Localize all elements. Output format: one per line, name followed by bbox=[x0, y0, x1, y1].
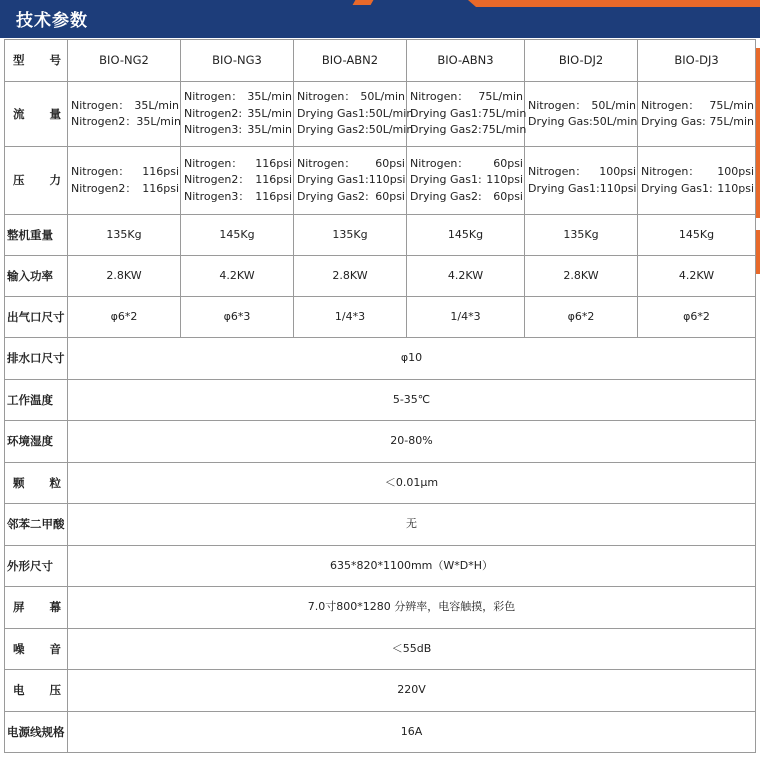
row-label-text bbox=[7, 599, 67, 616]
row-label-text: 工作温度 bbox=[7, 392, 53, 407]
spec-cell-line bbox=[68, 164, 180, 181]
gas-name: Drying Gas2: bbox=[297, 123, 369, 137]
spec-cell bbox=[68, 147, 181, 215]
gas-name: Drying Gas1: bbox=[528, 181, 600, 195]
gas-value: 35L/min bbox=[136, 115, 181, 128]
header-accent-slant bbox=[468, 0, 476, 7]
row-label-text bbox=[7, 682, 67, 699]
row-label bbox=[5, 256, 68, 297]
gas-value: 50L/min bbox=[591, 98, 636, 112]
gas-value: 50L/min bbox=[368, 123, 414, 137]
spec-cell bbox=[407, 147, 525, 215]
spec-cell-line bbox=[294, 189, 406, 206]
gas-name: Nitrogen： bbox=[297, 90, 356, 104]
page-title: 技术参数 bbox=[16, 11, 88, 31]
gas-name: Drying Gas: bbox=[641, 115, 706, 128]
gas-value: 110psi bbox=[368, 173, 406, 187]
spec-cell-line bbox=[181, 122, 293, 139]
gas-name: Drying Gas1: bbox=[641, 181, 713, 195]
spec-value-cell: 135Kg bbox=[525, 215, 638, 256]
spec-value-cell: φ6*2 bbox=[525, 297, 638, 338]
spec-table bbox=[4, 39, 756, 753]
spec-cell bbox=[638, 147, 756, 215]
shared-value-cell: 无 bbox=[68, 504, 756, 546]
shared-value-cell: 20-80% bbox=[68, 421, 756, 463]
row-label-char: 颗 bbox=[13, 475, 25, 490]
gas-name: Nitrogen： bbox=[71, 165, 130, 178]
table-row-shared bbox=[5, 587, 756, 629]
gas-name: Drying Gas1: bbox=[410, 106, 482, 120]
table-row-shared bbox=[5, 462, 756, 504]
spec-cell-line bbox=[407, 189, 524, 206]
gas-value: 75L/min bbox=[709, 115, 754, 128]
gas-value: 110psi bbox=[599, 181, 637, 195]
spec-cell bbox=[407, 82, 525, 147]
model-header-cell: BIO-ABN2 bbox=[294, 40, 407, 82]
spec-cell-line bbox=[525, 181, 637, 198]
gas-value: 110psi bbox=[486, 173, 523, 187]
table-row-shared bbox=[5, 670, 756, 712]
gas-name: Nitrogen2： bbox=[71, 181, 137, 195]
spec-cell-line bbox=[68, 98, 180, 115]
shared-value-cell: 220V bbox=[68, 670, 756, 712]
spec-cell bbox=[525, 147, 638, 215]
header-banner bbox=[0, 0, 760, 38]
gas-value: 50L/min bbox=[360, 90, 405, 104]
gas-value: 75L/min bbox=[709, 98, 754, 112]
gas-name: Nitrogen2: bbox=[184, 106, 243, 120]
spec-cell bbox=[68, 82, 181, 147]
side-accent-top bbox=[756, 48, 760, 218]
row-label-text: 排水口尺寸 bbox=[7, 351, 65, 365]
gas-name: Nitrogen： bbox=[528, 98, 587, 112]
row-label bbox=[5, 504, 68, 546]
spec-cell bbox=[638, 82, 756, 147]
gas-value: 35L/min bbox=[247, 90, 292, 104]
gas-value: 75L/min bbox=[481, 123, 527, 137]
model-header-cell: BIO-DJ2 bbox=[525, 40, 638, 82]
gas-value: 60psi bbox=[375, 156, 405, 170]
spec-cell-line bbox=[407, 89, 524, 106]
gas-name: Drying Gas2: bbox=[297, 189, 369, 203]
spec-cell-line bbox=[638, 114, 755, 131]
table-row-shared bbox=[5, 379, 756, 421]
row-label bbox=[5, 40, 68, 82]
spec-cell-line bbox=[294, 172, 406, 189]
gas-value: 35L/min bbox=[247, 123, 292, 137]
gas-name: Nitrogen： bbox=[184, 156, 243, 170]
row-label-char: 号 bbox=[49, 53, 61, 68]
header-accent-slash bbox=[353, 0, 374, 5]
gas-value: 116psi bbox=[142, 165, 179, 178]
gas-value: 110psi bbox=[717, 181, 754, 195]
model-header-cell: BIO-ABN3 bbox=[407, 40, 525, 82]
table-row-shared bbox=[5, 711, 756, 753]
spec-value-cell: 145Kg bbox=[181, 215, 294, 256]
table-row-shared bbox=[5, 504, 756, 546]
spec-cell-line bbox=[525, 114, 637, 131]
spec-value-cell: φ6*3 bbox=[181, 297, 294, 338]
table-row-weight bbox=[5, 215, 756, 256]
gas-name: Nitrogen3： bbox=[184, 189, 250, 203]
gas-name: Nitrogen2： bbox=[71, 115, 137, 128]
row-label-char: 压 bbox=[49, 683, 61, 697]
header-accent-bar bbox=[476, 0, 760, 7]
gas-name: Drying Gas1: bbox=[297, 106, 369, 120]
spec-cell bbox=[294, 147, 407, 215]
row-label bbox=[5, 628, 68, 670]
gas-value: 116psi bbox=[142, 181, 179, 195]
row-label-char: 屏 bbox=[13, 600, 25, 614]
row-label-text: 环境湿度 bbox=[7, 434, 53, 448]
gas-name: Nitrogen： bbox=[71, 98, 130, 112]
gas-value: 35L/min bbox=[247, 106, 292, 120]
row-label bbox=[5, 338, 68, 380]
row-label-char: 量 bbox=[49, 106, 61, 121]
table-row-pressure bbox=[5, 147, 756, 215]
spec-value-cell: φ6*2 bbox=[68, 297, 181, 338]
spec-value-cell: 4.2KW bbox=[181, 256, 294, 297]
model-header-cell: BIO-DJ3 bbox=[638, 40, 756, 82]
row-label-text: 输入功率 bbox=[7, 268, 53, 283]
spec-value-cell: 135Kg bbox=[68, 215, 181, 256]
row-label bbox=[5, 421, 68, 463]
model-header-cell: BIO-NG3 bbox=[181, 40, 294, 82]
row-label-char: 粒 bbox=[49, 475, 61, 490]
gas-value: 50L/min bbox=[368, 106, 414, 120]
gas-name: Drying Gas: bbox=[528, 115, 593, 128]
row-label-text bbox=[7, 172, 67, 189]
row-label bbox=[5, 297, 68, 338]
spec-cell-line bbox=[407, 106, 527, 123]
spec-cell-line bbox=[294, 89, 406, 106]
row-label-char: 电 bbox=[13, 683, 25, 697]
spec-cell-line bbox=[525, 164, 637, 181]
shared-value-cell: 5-35℃ bbox=[68, 379, 756, 421]
spec-value-cell: 135Kg bbox=[294, 215, 407, 256]
gas-name: Nitrogen： bbox=[297, 156, 356, 170]
gas-name: Drying Gas2: bbox=[410, 123, 482, 137]
spec-cell-line bbox=[294, 106, 414, 123]
gas-value: 100psi bbox=[717, 165, 754, 178]
row-label-text: 整机重量 bbox=[7, 227, 53, 242]
table-row-model bbox=[5, 40, 756, 82]
spec-cell-line bbox=[294, 156, 406, 173]
shared-value-cell: φ10 bbox=[68, 338, 756, 380]
row-label bbox=[5, 545, 68, 587]
gas-name: Nitrogen： bbox=[410, 156, 469, 170]
spec-cell bbox=[181, 147, 294, 215]
side-accent-bottom bbox=[756, 230, 760, 274]
row-label-text bbox=[7, 641, 67, 658]
spec-cell-line bbox=[181, 189, 293, 206]
spec-cell-line bbox=[294, 122, 414, 139]
row-label bbox=[5, 670, 68, 712]
spec-cell-line bbox=[407, 172, 524, 189]
row-label-char: 音 bbox=[49, 641, 61, 656]
shared-value-cell: 635*820*1100mm（W*D*H） bbox=[68, 545, 756, 587]
gas-name: Drying Gas1: bbox=[297, 173, 369, 187]
row-label bbox=[5, 147, 68, 215]
row-label-text bbox=[7, 52, 67, 69]
row-label bbox=[5, 462, 68, 504]
row-label-char: 幕 bbox=[49, 600, 61, 614]
spec-cell bbox=[525, 82, 638, 147]
row-label bbox=[5, 215, 68, 256]
row-label-char: 压 bbox=[13, 173, 25, 188]
spec-cell-line bbox=[181, 89, 293, 106]
gas-name: Nitrogen2： bbox=[184, 173, 250, 187]
shared-value-cell: 16A bbox=[68, 711, 756, 753]
row-label bbox=[5, 379, 68, 421]
spec-value-cell: 1/4*3 bbox=[294, 297, 407, 338]
gas-value: 60psi bbox=[493, 156, 523, 170]
gas-value: 116psi bbox=[255, 173, 292, 187]
row-label-text: 外形尺寸 bbox=[7, 558, 53, 573]
spec-cell-line bbox=[525, 98, 637, 115]
gas-name: Nitrogen： bbox=[184, 90, 243, 104]
gas-value: 60psi bbox=[375, 189, 405, 203]
spec-cell-line bbox=[181, 172, 293, 189]
spec-cell-line bbox=[407, 122, 527, 139]
gas-name: Nitrogen： bbox=[641, 98, 700, 112]
gas-value: 75L/min bbox=[481, 106, 527, 120]
gas-value: 60psi bbox=[493, 189, 523, 203]
spec-cell-line bbox=[68, 114, 180, 131]
spec-value-cell: 4.2KW bbox=[638, 256, 756, 297]
spec-value-cell: 4.2KW bbox=[407, 256, 525, 297]
table-row-shared bbox=[5, 338, 756, 380]
spec-value-cell: 1/4*3 bbox=[407, 297, 525, 338]
table-row-shared bbox=[5, 421, 756, 463]
row-label-text: 电源线规格 bbox=[7, 724, 65, 739]
spec-cell-line bbox=[407, 156, 524, 173]
shared-value-cell: 7.0寸800*1280 分辨率，电容触摸，彩色 bbox=[68, 587, 756, 629]
gas-name: Nitrogen： bbox=[641, 165, 700, 178]
gas-value: 50L/min bbox=[592, 115, 638, 128]
gas-name: Nitrogen： bbox=[528, 165, 587, 178]
spec-cell-line bbox=[638, 164, 755, 181]
gas-value: 116psi bbox=[255, 156, 292, 170]
spec-value-cell: 145Kg bbox=[407, 215, 525, 256]
gas-value: 116psi bbox=[255, 189, 292, 203]
row-label-char: 力 bbox=[49, 173, 61, 188]
spec-value-cell: φ6*2 bbox=[638, 297, 756, 338]
row-label-text bbox=[7, 475, 67, 492]
shared-value-cell: ＜55dB bbox=[68, 628, 756, 670]
spec-cell-line bbox=[638, 181, 755, 198]
gas-value: 35L/min bbox=[134, 98, 179, 112]
row-label-text bbox=[7, 106, 67, 123]
table-row-outlet bbox=[5, 297, 756, 338]
spec-value-cell: 2.8KW bbox=[525, 256, 638, 297]
table-row-shared bbox=[5, 628, 756, 670]
row-label bbox=[5, 82, 68, 147]
table-row-power bbox=[5, 256, 756, 297]
spec-cell-line bbox=[68, 181, 180, 198]
row-label-char: 流 bbox=[13, 106, 25, 121]
row-label-text: 邻苯二甲酸 bbox=[7, 517, 65, 531]
shared-value-cell: ＜0.01μm bbox=[68, 462, 756, 504]
gas-name: Drying Gas2: bbox=[410, 189, 482, 203]
model-header-cell: BIO-NG2 bbox=[68, 40, 181, 82]
row-label bbox=[5, 587, 68, 629]
gas-name: Nitrogen： bbox=[410, 90, 469, 104]
table-row-flow bbox=[5, 82, 756, 147]
spec-cell bbox=[294, 82, 414, 147]
table-row-shared bbox=[5, 545, 756, 587]
row-label-char: 型 bbox=[13, 53, 25, 68]
spec-cell-line bbox=[638, 98, 755, 115]
row-label-text: 出气口尺寸 bbox=[7, 309, 65, 324]
spec-cell-line bbox=[181, 156, 293, 173]
gas-name: Nitrogen3: bbox=[184, 123, 243, 137]
spec-cell bbox=[181, 82, 294, 147]
gas-value: 100psi bbox=[599, 165, 636, 178]
gas-name: Drying Gas1: bbox=[410, 173, 482, 187]
row-label-char: 噪 bbox=[13, 641, 25, 656]
spec-value-cell: 145Kg bbox=[638, 215, 756, 256]
row-label bbox=[5, 711, 68, 753]
spec-cell-line bbox=[181, 106, 293, 123]
spec-value-cell: 2.8KW bbox=[68, 256, 181, 297]
gas-value: 75L/min bbox=[478, 90, 523, 104]
spec-value-cell: 2.8KW bbox=[294, 256, 407, 297]
